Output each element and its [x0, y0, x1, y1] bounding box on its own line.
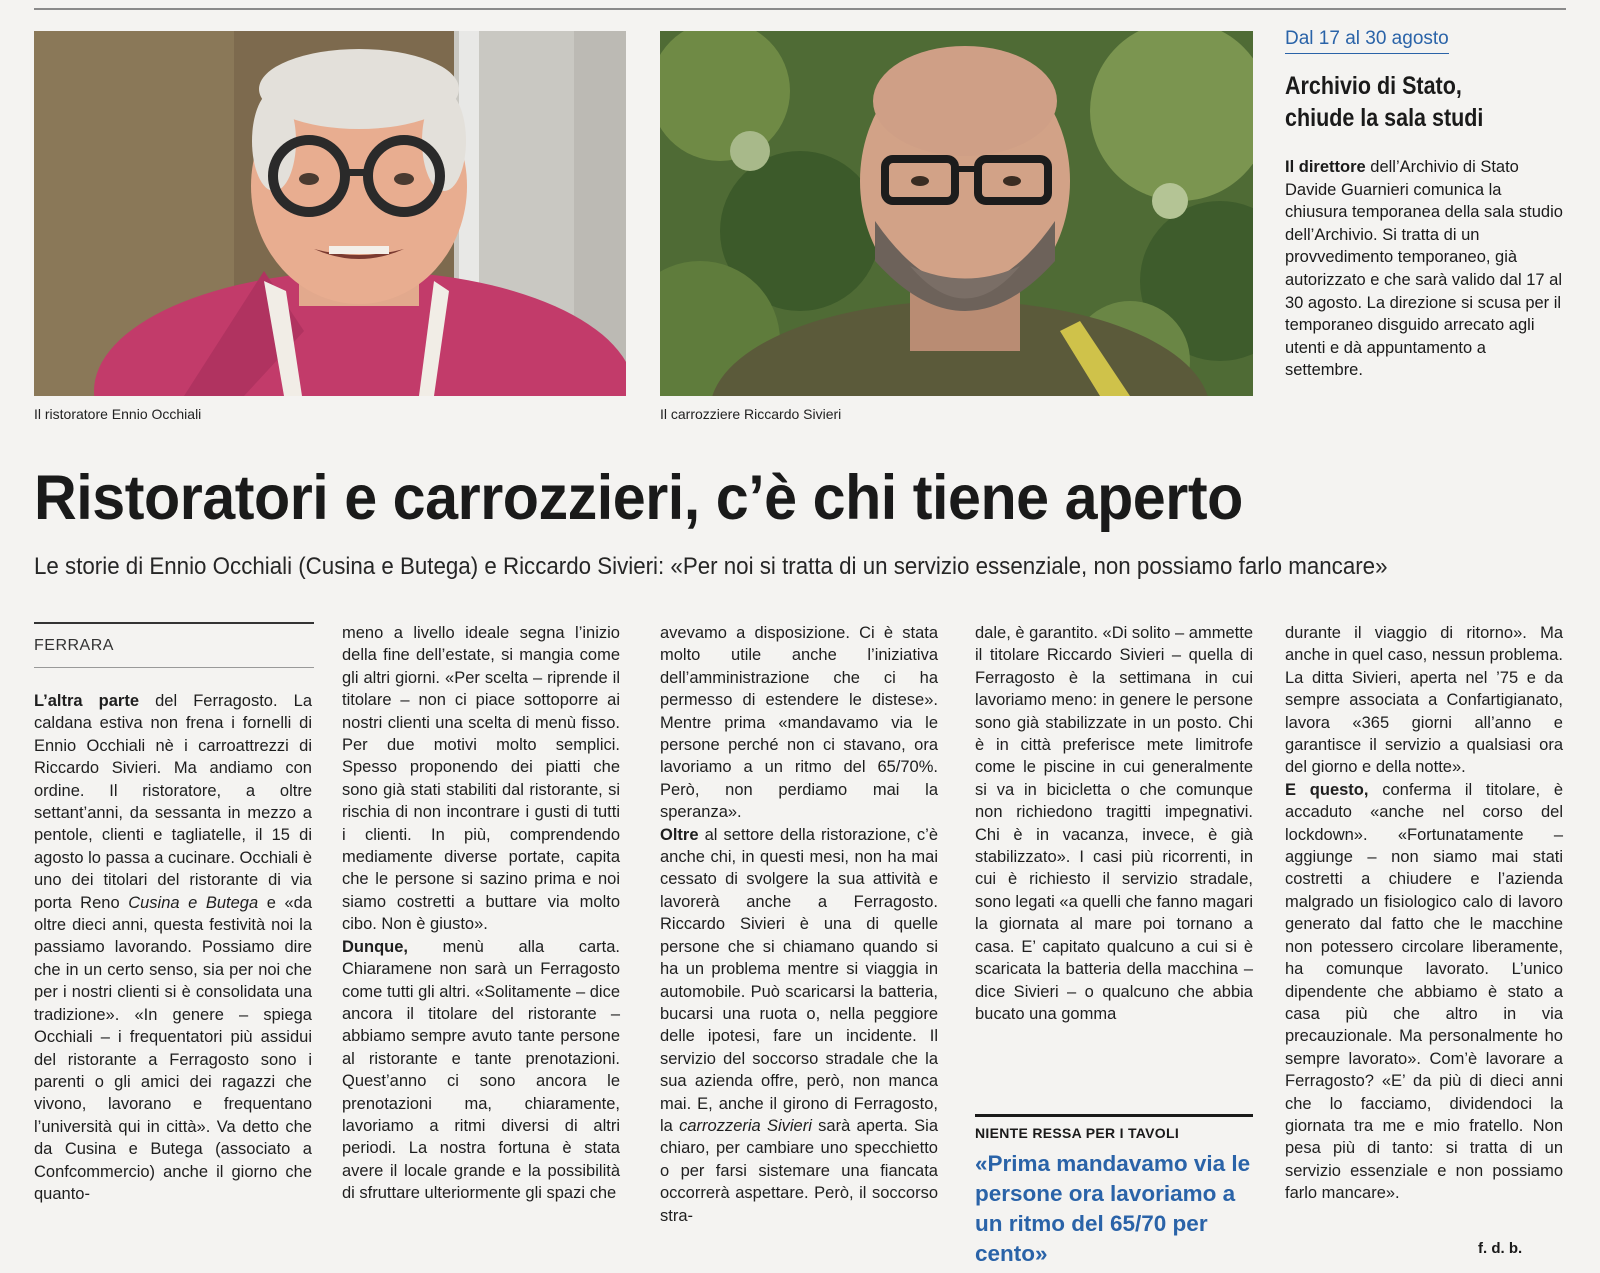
photo-caption-riccardo: Il carrozziere Riccardo Sivieri: [660, 406, 842, 422]
top-rule: [34, 8, 1566, 10]
article-column-4: [975, 622, 1253, 1025]
pull-quote-rule: [975, 1114, 1253, 1117]
sidebar-title: [1285, 70, 1569, 134]
paragraph-text: del Ferragosto. La caldana estiva non frena i fornelli di Ennio Occhiali nè i carroattrezzi di Riccardo Sivieri. Ma andiamo con ordine. Il ristoratore, a oltre settant’anni, da sessanta in mezzo a pentole, clienti e tagliatelle, il 15 di agosto lo passa a cucinare. Occhiali è uno dei titolari del ristorante di via porta Reno: [34, 692, 312, 912]
pull-quote-text: «Prima mandavamo via le persone ora lavoriamo a un ritmo del 65/70 per cento»: [975, 1151, 1251, 1266]
paragraph-text: e «da oltre dieci anni, questa festività noi la passiamo lavorando. Possiamo dire che in un certo senso, sia per noi che per i nostri clienti si è consolidata una tradizione». «In genere – spiega Occhiali – i frequentatori più assidui del ristorante a Ferragosto sono i parenti o gli amici dei ragazzi che vivono, lavorano e frequentano l’università qui in città». Va detto che da Cusina e Butega (associato a Confcommercio) anche il giorno che quanto-: [34, 893, 312, 1203]
article-column-1: [34, 690, 312, 1205]
paragraph-text: sarà aperta. Sia chiaro, per cambiare uno specchietto o per farsi sistemare una fiancata occorrerà aspettare. Però, il soccorso stra-: [660, 1116, 938, 1225]
dateline: FERRARA: [34, 637, 114, 654]
sidebar-text: dell’Archivio di Stato Davide Guarnieri comunica la chiusura temporanea della sala studio dell’Archivio. Si tratta di un provvedimento temporaneo, già autorizzato e che sarà valido dal 17 al 30 agosto. La direzione si scusa per il temporaneo disguido arrecato agli utenti e dà appuntamento a settembre.: [1285, 158, 1563, 380]
article-column-2: [342, 622, 620, 1205]
photo-ennio-occhiali: [34, 31, 626, 396]
paragraph-text: conferma il titolare, è accaduto «anche nel corso del lockdown». «Fortunatamente – aggiunge – non siamo mai stati costretti a chiudere e l’azienda malgrado un fisiologico calo di lavoro generato dal fatto che le macchine non potessero circolare liberamente, ha comunque lavorato. L’unico dipendente che abbiamo è stato a casa più che altro in via precauzionale. Ma personalmente ho sempre lavorato». Com’è lavorare a Ferragosto? «E’ da più di dieci anni che lo facciamo, dividendoci la giornata tra me e mio fratello. Non pesa più di tanto: si tratta di un servizio essenziale e non possiamo farlo mancare».: [1285, 780, 1564, 1203]
sidebar-lead: Il direttore: [1285, 158, 1366, 176]
author-signature: f. d. b.: [1478, 1240, 1523, 1257]
pull-quote-box: [975, 1114, 1253, 1269]
photo-riccardo-sivieri: [660, 31, 1253, 396]
dateline-rule-bottom: [34, 667, 314, 668]
paragraph-lead: E questo,: [1285, 780, 1369, 799]
sidebar-title-line2: chiude la sala studi: [1285, 104, 1484, 132]
paragraph-lead: Oltre: [660, 825, 699, 844]
sidebar-title-line1: Archivio di Stato,: [1285, 72, 1462, 100]
paragraph-text: menù alla carta. Chiaramene non sarà un Ferragosto come tutti gli altri. «Solitamente – dice ancora il titolare del ristorante – abbiamo sempre avuto tante persone al ristorante e tante prenotazioni. Quest’anno ci sono ancora le prenotazioni ma, chiaramente, lavoriamo a ritmi diversi di altri periodi. La nostra fortuna è stata avere il locale grande e la possibilità di sfruttare ulteriormente gli spazi che: [342, 937, 620, 1203]
article-subhead: Le storie di Ennio Occhiali (Cusina e Butega) e Riccardo Sivieri: «Per noi si tratta di un servizio essenziale, non possiamo farlo mancare»: [34, 553, 1388, 580]
article-column-5: [1285, 622, 1563, 1205]
photo-caption-ennio: Il ristoratore Ennio Occhiali: [34, 406, 202, 422]
paragraph-text: dale, è garantito. «Di solito – ammette il titolare Riccardo Sivieri – quella di Ferragosto è la settimana in cui lavoriamo meno: in genere le persone sono già stabilizzate in un posto. Chi è in città preferisce mete limitrofe come le piscine in cui generalmente si va in bicicletta o che comunque non richiedono tragitti impegnativi. Chi è in vacanza, invece, è già stabilizzato». I casi più ricorrenti, in cui è richiesto il servizio stradale, sono legati «a quelli che fanno magari la giornata al mare poi tornano a casa. E’ capitato qualcuno a cui si è scaricata la batteria della macchina – dice Sivieri – o qualcuno che abbia bucato una gomma: [975, 624, 1253, 1023]
sidebar-body: [1285, 156, 1563, 382]
pull-quote-label: NIENTE RESSA PER I TAVOLI: [975, 1125, 1180, 1141]
restaurant-name: Cusina e Butega: [128, 893, 259, 912]
company-name: carrozzeria Sivieri: [679, 1116, 812, 1135]
sidebar-box: [1285, 28, 1575, 382]
paragraph-lead: Dunque,: [342, 937, 408, 956]
paragraph-text: avevamo a disposizione. Ci è stata molto utile anche l’iniziativa dell’amministrazione che ci ha permesso di estendere le distese». Mentre prima «mandavamo via le persone perché non ci stavano, ora lavoriamo a un ritmo del 65/70%. Però, non perdiamo mai la speranza».: [660, 624, 938, 822]
photo-riccardo-sivieri-illustration: [660, 31, 1253, 396]
paragraph-text: durante il viaggio di ritorno». Ma anche in quel caso, nessun problema. La ditta Sivieri, aperta nel ’75 e da sempre associata a Confartigianato, lavora «365 giorni all’anno e garantisce il servizio a qualsiasi ora del giorno e della notte».: [1285, 624, 1563, 777]
sidebar-kicker: Dal 17 al 30 agosto: [1285, 28, 1449, 54]
article-headline: Ristoratori e carrozzieri, c’è chi tiene aperto: [34, 463, 1243, 533]
paragraph-text: al settore della ristorazione, c’è anche chi, in questi mesi, non ha mai cessato di svolgere la sua attività e lavorerà anche a Ferragosto. Riccardo Sivieri è una di quelle persone che si chiamano quando si ha un problema mentre si viaggia in automobile. Può scaricarsi la batteria, bucarsi una ruota o, nella peggiore delle ipotesi, fare un incidente. Il servizio del soccorso stradale che la sua azienda offre, però, non manca mai. E, anche il girono di Ferragosto, la: [660, 825, 938, 1135]
article-column-3: [660, 622, 938, 1227]
paragraph-lead: L’altra parte: [34, 692, 140, 710]
paragraph-text: meno a livello ideale segna l’inizio della fine dell’estate, si mangia come gli altri giorni. «Per scelta – riprende il titolare – non ci piace sottoporre ai nostri clienti una scelta di menù fisso. Per due motivi molto semplici. Spesso proponendo dei piatti che sono già stati stabiliti dal ristorante, si rischia di non incontrare i gusti di tutti i clienti. In più, comprendendo mediamente diverse portate, capita che le persone si sazino prima e noi siamo costretti a buttare via molto cibo. Non è giusto».: [342, 624, 620, 934]
dateline-rule-top: [34, 622, 314, 624]
photo-ennio-occhiali-illustration: [34, 31, 626, 396]
